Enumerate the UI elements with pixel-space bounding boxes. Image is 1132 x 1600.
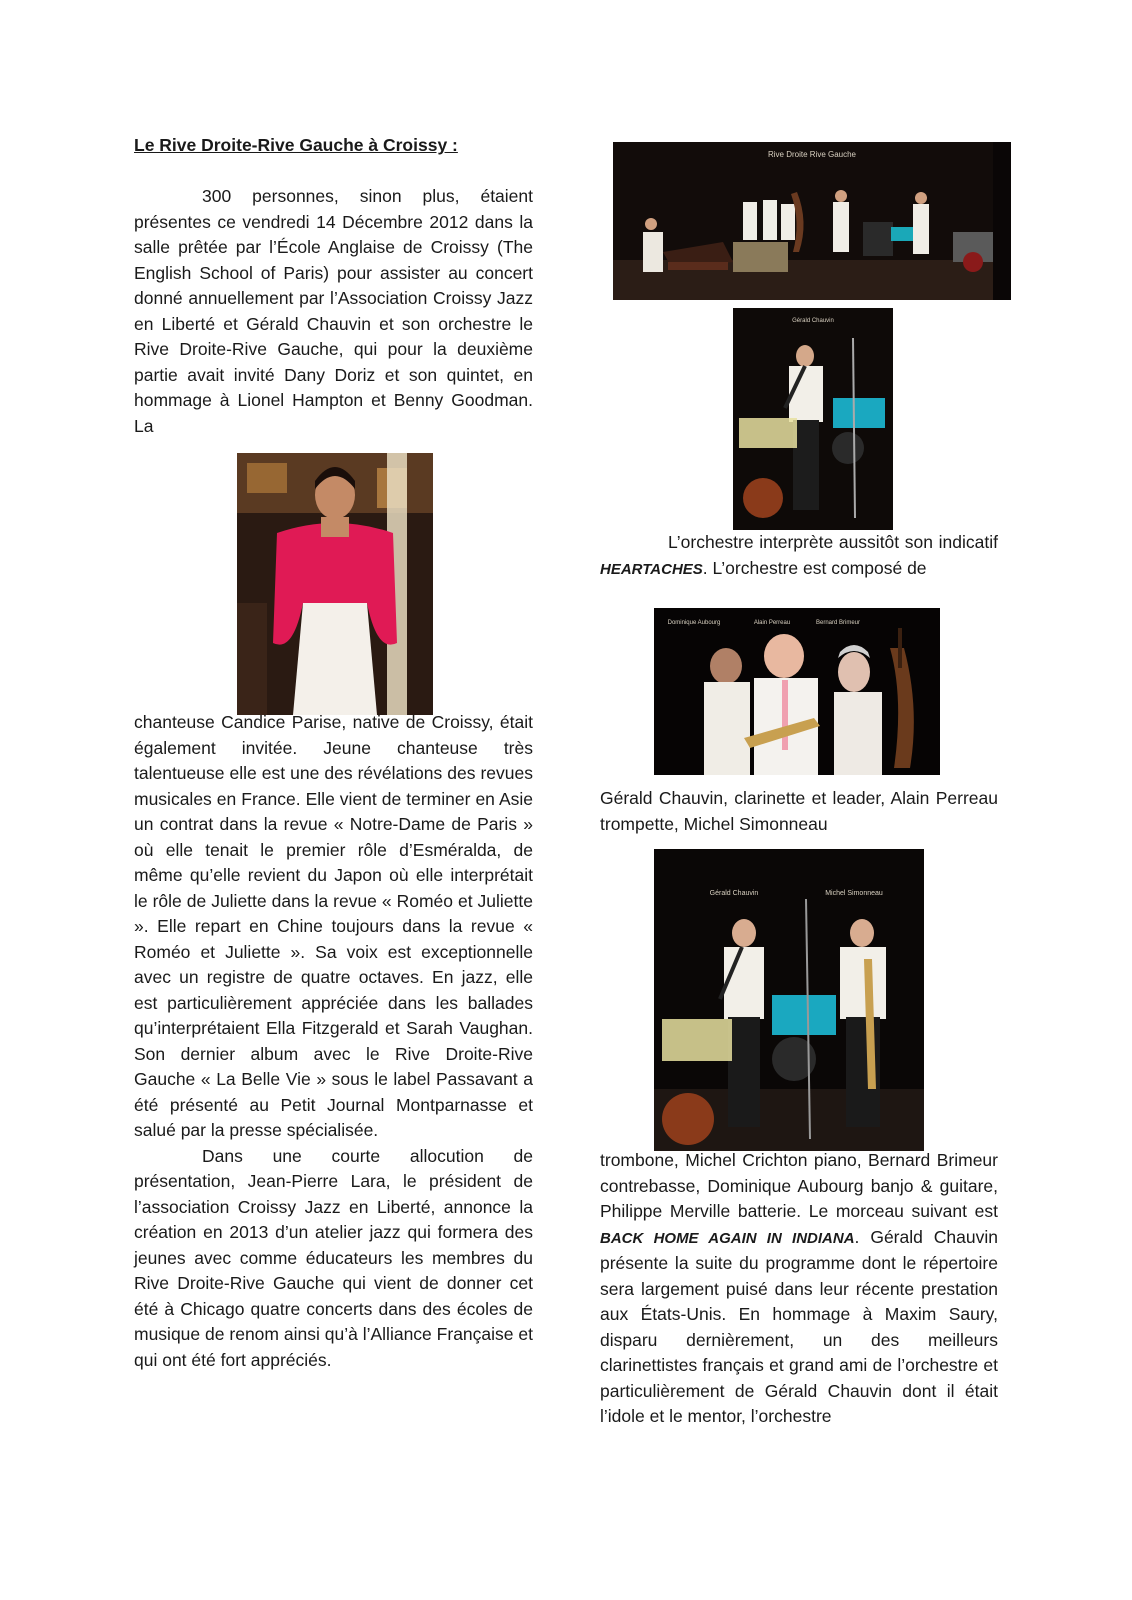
right-paragraph-1 [600, 530, 998, 582]
stage-photo [613, 142, 1011, 300]
clarinet-caption: Gérald Chauvin [792, 318, 834, 324]
duo-caption-1: Gérald Chauvin [709, 890, 759, 897]
trio-caption-3: Bernard Brimeur [815, 620, 861, 626]
trio-caption-1: Dominique Aubourg [667, 620, 721, 626]
paragraph-heartaches [600, 530, 998, 582]
heartaches-title: HEARTACHES [600, 560, 703, 578]
right-paragraph-3 [600, 1148, 998, 1430]
paragraph-program [600, 1148, 998, 1430]
heartaches-text-b: . L’orchestre est composé de [702, 557, 927, 578]
paragraph-singer: chanteuse Candice Parise, native de Croissy, était également invitée. Jeune chanteuse très talentueuse elle est une des révélations des revues musicales en France. Elle vient de terminer en Asie un contrat dans la revue « Notre-Dame de Paris » où elle tenait le premier rôle d’Esméralda, de même qu’elle revient du Japon où elle interprétait le rôle de Juliette dans la revue « Roméo et Juliette ». Elle repart en Chine toujours dans la revue « Roméo et Juliette ». Sa voix est exceptionnelle avec un registre de quatre octaves. En jazz, elle est particulièrement appréciée dans les ballades qu’interprétaient Ella Fitzgerald et Sarah Vaughan. Son dernier album avec le Rive Droite-Rive Gauche « La Belle Vie » sous le label Passavant a été présenté au Petit Journal Montparnasse et salué par la presse spécialisée. [134, 712, 533, 1140]
paragraph-allocution: Dans une courte allocution de présentation, Jean-Pierre Lara, le président de l’association Croissy Jazz en Liberté, annonce la création en 2013 d’un atelier jazz qui formera des jeunes avec comme éducateurs les membres du Rive Droite-Rive Gauche qui vient de donner cet été à Chicago quatre concerts dans des écoles de musique de renom ainsi qu’à l’Alliance Française et qui ont été fort appréciés. [134, 1145, 533, 1370]
trio-photo [654, 608, 940, 775]
duo-photo [654, 849, 924, 1151]
singer-photo [237, 453, 433, 715]
program-text-a: trombone, Michel Crichton piano, Bernard Brimeur contrebasse, Dominique Aubourg banjo & guitare, Philippe Merville batterie. Le morceau suivant est [600, 1150, 998, 1221]
stage-caption: Rive Droite Rive Gauche [767, 150, 857, 159]
trio-caption-2: Alain Perreau [753, 620, 791, 626]
duo-caption-2: Michel Simonneau [825, 890, 883, 897]
clarinet-photo [733, 308, 893, 530]
paragraph-musicians: Gérald Chauvin, clarinette et leader, Alain Perreau trompette, Michel Simonneau [600, 788, 998, 834]
article-title: Le Rive Droite-Rive Gauche à Croissy : [134, 135, 458, 155]
paragraph-intro: 300 personnes, sinon plus, étaient présentes ce vendredi 14 Décembre 2012 dans la salle prêtée par l’École Anglaise de Croissy (The English School of Paris) pour assister au concert donné annuellement par l’Association Croissy Jazz en Liberté et Gérald Chauvin et son orchestre le Rive Droite-Rive Gauche, qui pour la deuxième partie avait invité Dany Doriz et son quintet, en hommage à Lionel Hampton et Benny Goodman. La [134, 186, 533, 436]
left-paragraph-2 [134, 710, 533, 1373]
right-paragraph-2 [600, 786, 998, 837]
program-title: BACK HOME AGAIN IN INDIANA [600, 1229, 855, 1247]
program-text-b: . Gérald Chauvin présente la suite du programme dont le répertoire sera largement puisé dans leur récente prestation aux États-Unis. En hommage à Maxim Saury, disparu dernièrement, un des meilleurs clarinettistes français et grand ami de l’orchestre et particulièrement de Gérald Chauvin dont il était l’idole et le mentor, l’orchestre [600, 1226, 998, 1426]
heartaches-text-a: L’orchestre interprète aussitôt son indicatif [668, 532, 998, 552]
left-paragraph-1 [134, 184, 533, 439]
